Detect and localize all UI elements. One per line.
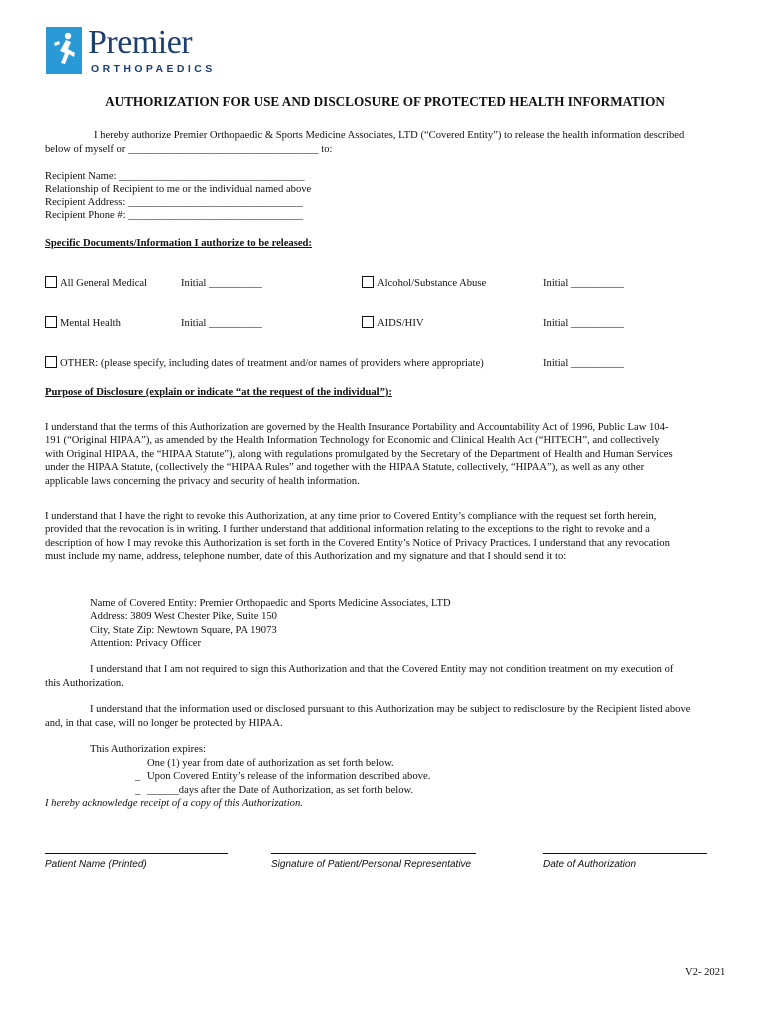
alcohol-checkbox[interactable] — [362, 276, 374, 288]
aids-checkbox[interactable] — [362, 316, 374, 328]
revocation-paragraph — [45, 510, 729, 564]
aids-initial[interactable]: Initial __________ — [543, 318, 624, 329]
option-aids[interactable] — [362, 316, 424, 330]
expires-mark[interactable]: _ — [135, 771, 141, 782]
alcohol-initial[interactable]: Initial __________ — [543, 278, 624, 289]
general-medical-initial[interactable]: Initial __________ — [181, 278, 262, 289]
recipient-phone-field[interactable]: Recipient Phone #: _________________________________ — [45, 210, 304, 221]
hipaa-terms-paragraph — [45, 421, 729, 488]
signature-line[interactable] — [271, 853, 476, 854]
hipaa-terms-line: I understand that the terms of this Authorization are governed by the Health Insurance Portability and Accountability Act of 1996, Public Law 104- — [45, 422, 669, 433]
mental-health-initial[interactable]: Initial __________ — [181, 318, 262, 329]
not-required-line-2: this Authorization. — [45, 678, 124, 689]
revocation-line: provided that the revocation is in writing. I further understand that additional information relating to the exceptions to the right to revoke and a — [45, 524, 650, 536]
covered-entity-block — [90, 597, 451, 651]
hipaa-terms-line: with Original HIPAA, the “HIPAA Statute”), along with regulations promulgated by the Secretary of the Department of Health and Human Services — [45, 448, 673, 460]
expires-option-release[interactable]: Upon Covered Entity’s release of the information described above. — [147, 771, 431, 782]
intro-line-1: I hereby authorize Premier Orthopaedic & Sports Medicine Associates, LTD (“Covered Entity”) to release the health information described — [94, 130, 685, 141]
covered-entity-attention: Attention: Privacy Officer — [90, 638, 202, 650]
general-medical-label: All General Medical — [60, 278, 148, 289]
acknowledge-receipt: I hereby acknowledge receipt of a copy of this Authorization. — [45, 798, 303, 809]
patient-name-line[interactable] — [45, 853, 228, 854]
recipient-relationship-label: Relationship of Recipient to me or the individual named above — [45, 184, 312, 195]
other-initial[interactable]: Initial __________ — [543, 358, 624, 369]
redisclosure-line-2: and, in that case, will no longer be protected by HIPAA. — [45, 718, 283, 729]
patient-name-label: Patient Name (Printed) — [45, 859, 147, 870]
date-label: Date of Authorization — [543, 859, 637, 870]
expires-mark[interactable]: _ — [135, 785, 141, 796]
date-line[interactable] — [543, 853, 707, 854]
page-title: AUTHORIZATION FOR USE AND DISCLOSURE OF PROTECTED HEALTH INFORMATION — [105, 94, 665, 109]
runner-figure-icon — [46, 27, 82, 74]
signature-label: Signature of Patient/Personal Representative — [271, 859, 472, 870]
other-checkbox[interactable] — [45, 356, 57, 368]
logo-wordmark: Premier — [88, 24, 193, 61]
option-mental-health[interactable] — [45, 316, 121, 330]
aids-label: AIDS/HIV — [377, 318, 424, 329]
expires-option-days[interactable]: ______days after the Date of Authorization, as set forth below. — [147, 785, 414, 796]
covered-entity-address: Address: 3809 West Chester Pike, Suite 150 — [90, 611, 277, 623]
general-medical-checkbox[interactable] — [45, 276, 57, 288]
hipaa-terms-line: applicable laws concerning the privacy and security of health information. — [45, 475, 360, 487]
option-alcohol[interactable] — [362, 276, 486, 290]
specific-documents-heading: Specific Documents/Information I authorize to be released: — [45, 238, 312, 249]
mental-health-label: Mental Health — [60, 318, 121, 329]
version-label: V2- 2021 — [685, 967, 726, 978]
redisclosure-line-1: I understand that the information used or disclosed pursuant to this Authorization may be subject to redisclosure by the Recipient listed above — [90, 704, 691, 715]
option-other[interactable] — [45, 356, 484, 370]
hipaa-terms-line: under the HIPAA Statute, (collectively the “HIPAA Rules” and together with the HIPAA Statute, collectively, “HIPAA”), as well as any other — [45, 462, 645, 474]
purpose-heading: Purpose of Disclosure (explain or indicate “at the request of the individual”): — [45, 387, 392, 398]
covered-entity-name: Name of Covered Entity: Premier Orthopaedic and Sports Medicine Associates, LTD — [90, 598, 451, 609]
mental-health-checkbox[interactable] — [45, 316, 57, 328]
revocation-line: must include my name, address, telephone number, date of this Authorization and my signature and that I should send it to: — [45, 551, 567, 563]
alcohol-label: Alcohol/Substance Abuse — [377, 278, 487, 289]
expires-heading: This Authorization expires: — [90, 744, 206, 755]
recipient-name-field[interactable]: Recipient Name: ___________________________________ — [45, 171, 305, 182]
other-label: OTHER: (please specify, including dates of treatment and/or names of providers where appropriate) — [60, 358, 484, 369]
logo-mark — [46, 27, 82, 74]
recipient-address-field[interactable]: Recipient Address: _________________________________ — [45, 197, 303, 208]
revocation-line: I understand that I have the right to revoke this Authorization, at any time prior to Covered Entity’s compliance with the request set forth herein, — [45, 511, 657, 522]
revocation-line: description of how I may revoke this Authorization is set forth in the Covered Entity’s Notice of Privacy Practices. I understand that any revocation — [45, 537, 670, 549]
covered-entity-city: City, State Zip: Newtown Square, PA 19073 — [90, 624, 277, 636]
expires-option-one-year[interactable]: One (1) year from date of authorization as set forth below. — [147, 758, 394, 769]
logo-subtitle: ORTHOPAEDICS — [91, 63, 216, 75]
option-general-medical[interactable] — [45, 276, 147, 290]
not-required-line-1: I understand that I am not required to sign this Authorization and that the Covered Entity may not condition treatment on my execution of — [90, 664, 674, 675]
hipaa-terms-line: 191 (“Original HIPAA”), as amended by the Health Information Technology for Economic and Clinical Health Act (“HITECH”, and collectively — [45, 435, 660, 447]
intro-line-2[interactable]: below of myself or ____________________________________ to: — [45, 144, 333, 155]
